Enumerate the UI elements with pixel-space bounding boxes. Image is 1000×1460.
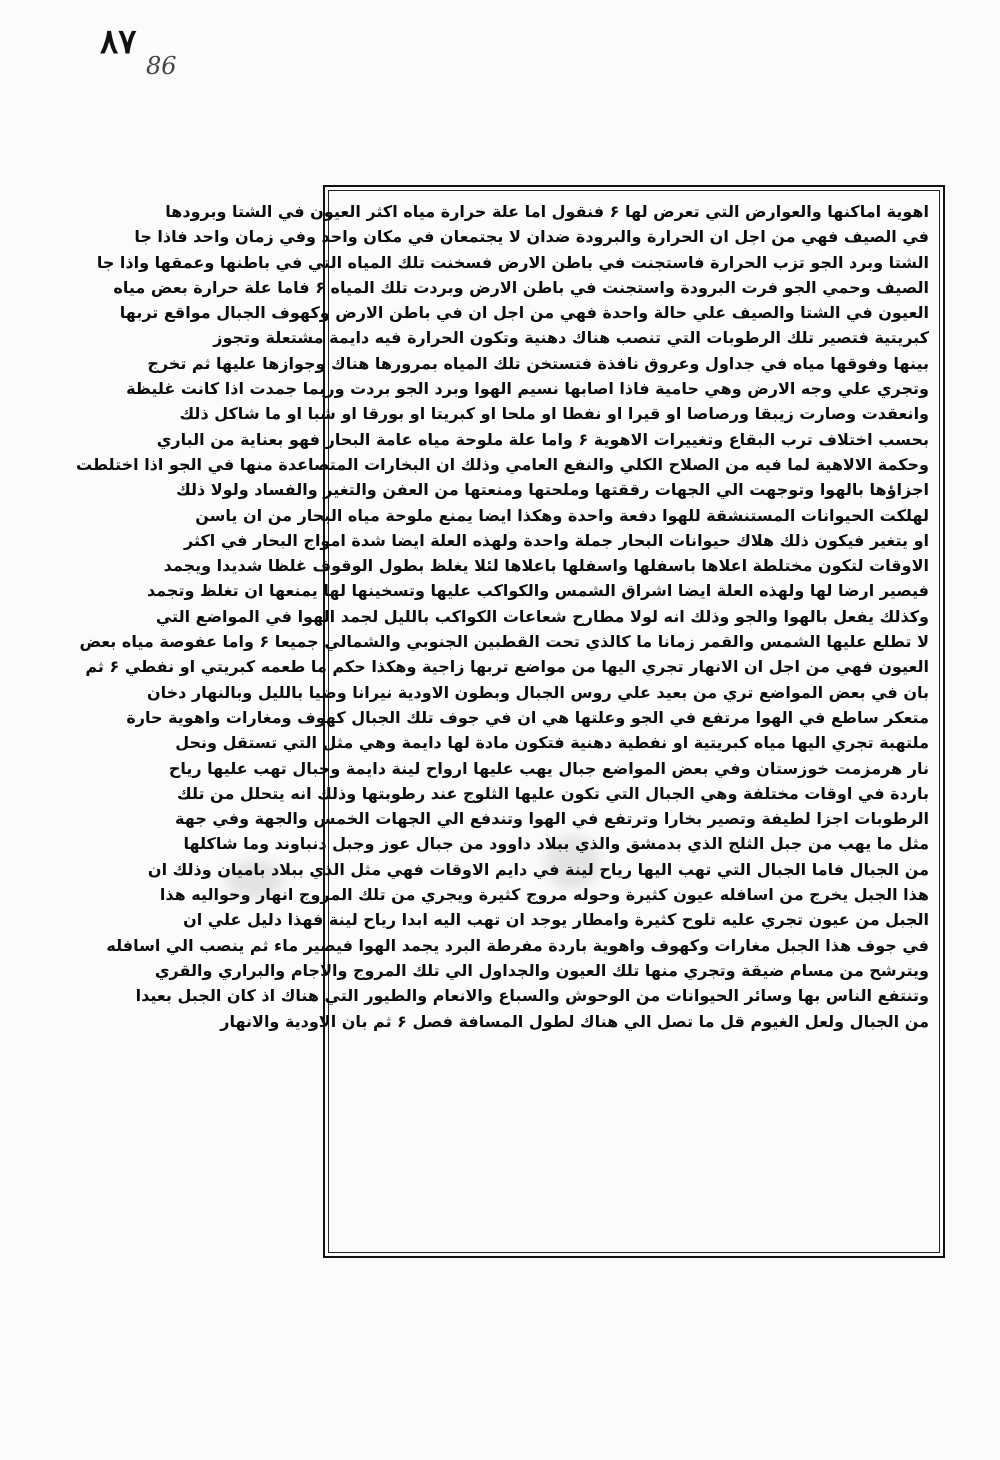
manuscript-line: وتنتفع الناس بها وسائر الحيوانات من الوحوش والسباع والانعام والطيور التي هناك اذ كان الجبل بعيدا bbox=[135, 986, 929, 1006]
text-block bbox=[76, 190, 940, 1253]
manuscript-line: بان في بعض المواضع تري من بعيد علي روس الجبال وبطون الاودية نيرانا وضيا بالليل وبالنهار دخان bbox=[146, 682, 929, 702]
manuscript-line: الجبل من عيون تجري عليه تلوح كثيرة وامطار يوجد ان تهب اليه ابدا رياح لينة فهذا دليل علي ان bbox=[183, 910, 929, 930]
manuscript-line: الرطوبات اجزا لطيفة وتصير بخارا وترتفع في الهوا وتندفع الي الجهات الخمس والجهة وفي جهة bbox=[175, 809, 929, 829]
manuscript-line: فيصير ارضا لها ولهذه العلة ايضا اشراق الشمس والكواكب عليها وتسخينها لها يمنعها ان تغلظ وتجمد bbox=[146, 581, 929, 601]
manuscript-line: الشتا وبرد الجو تزب الحرارة فاستجنت في باطن الارض فسخنت تلك المياه التي في باطنها وعمقها واذا جا bbox=[96, 252, 929, 272]
folio-number-arabic: ٨٧ bbox=[100, 22, 137, 62]
manuscript-line: من الجبال ولعل الغيوم قل ما تصل الي هناك لطول المسافة فصل ۶ ثم بان الاودية والانهار bbox=[220, 1011, 929, 1031]
manuscript-line: العيون في الشتا والصيف علي حالة واحدة فهي من اجل ان في باطن الارض وكهوف الجبال مواقع تربها bbox=[119, 303, 929, 323]
manuscript-line: الاوقات لتكون مختلطة اعلاها باسفلها واسفلها باعلاها لئلا يغلظ بطول الوقوف غلظا شديدا ويجمد bbox=[163, 556, 929, 576]
manuscript-line: في الصيف فهي من اجل ان الحرارة والبرودة ضدان لا يجتمعان في مكان واحد وفي زمان واحد فاذا جا bbox=[134, 227, 929, 247]
manuscript-line: في جوف هذا الجبل مغارات وكهوف واهوية باردة مفرطة البرد يجمد الهوا فيصير ماء ثم ينصب الي اسافله bbox=[106, 935, 929, 955]
manuscript-line: وحكمة الالاهية لما فيه من الصلاح الكلي والنفع العامي وذلك ان البخارات المتصاعدة منها في الجو اذا اختلطت bbox=[76, 454, 929, 474]
manuscript-line: اهوية اماكنها والعوارض التي تعرض لها ۶ فنقول اما علة حرارة مياه اكثر العيون في الشتا وبرودها bbox=[165, 202, 929, 221]
manuscript-line: وتجري علي وجه الارض وهي حامية فاذا اصابها نسيم الهوا وبرد الجو بردت وربما جمدت اذا كانت غليظة bbox=[126, 379, 929, 399]
manuscript-line: متعكر ساطع في الهوا مرتفع في الجو وعلتها هي ان في جوف تلك الجبال كهوف ومغارات واهوية حارة bbox=[126, 707, 929, 727]
manuscript-line: او يتغير فيكون ذلك هلاك حيوانات البحار جملة واحدة ولهذه العلة ايضا شدة امواج البحار في اكثر bbox=[183, 530, 929, 550]
manuscript-line: الصيف وحمي الجو فرت البرودة واستجنت في باطن الارض وبردت تلك المياه ۶ فاما علة حرارة بعض مياه bbox=[113, 277, 929, 297]
manuscript-line: العيون فهي من اجل ان الانهار تجري اليها من مواضع تربها زاجية وهكذا حكم ما طعمه كبريتي او نفطي ۶ ثم bbox=[85, 657, 929, 677]
manuscript-line: لا تطلع عليها الشمس والقمر زمانا ما كالذي تحت القطبين الجنوبي والشمالي جميعا ۶ واما عفوصة مياه بعض bbox=[79, 632, 929, 652]
manuscript-line: ملتهبة تجري اليها مياه كبريتية او نفطية دهنية فتكون مادة لها دايمة وهي مثل التي تستقل ونحل bbox=[175, 733, 929, 753]
manuscript-line: لهلكت الحيوانات المستنشقة للهوا دفعة واحدة وهكذا ايضا يمنع ملوحة مياه البحار من ان ياسن bbox=[195, 505, 929, 525]
manuscript-line: باردة في اوقات مختلفة وهي الجبال التي تكون عليها الثلوج عند رطوبتها وذلك انه يتحلل من تلك bbox=[177, 783, 929, 803]
manuscript-line: ويترشح من مسام ضيقة وتجري منها تلك العيون والجداول الي تلك المروج والاجام والبراري والقري bbox=[154, 960, 929, 980]
folio-number-pencil: 86 bbox=[146, 52, 177, 80]
manuscript-line: كبريتية فتصير تلك الرطوبات التي تنصب هناك دهنية وتكون الحرارة فيه دايمة مشتعلة وتجوز bbox=[213, 328, 929, 348]
manuscript-line: وكذلك يفعل بالهوا والجو وذلك انه لولا مطارح شعاعات الكواكب بالليل لجمد الهوا في المواضع التي bbox=[155, 606, 929, 626]
manuscript-line: وانعقدت وصارت زيبقا ورصاصا او قيرا او نفطا او ملحا او كبريتا او بورقا او شبا او ما شاكل ذلك bbox=[179, 404, 929, 424]
manuscript-line: من الجبال فاما الجبال التي تهب اليها رياح لينة في دايم الاوقات فهي مثل الذي ببلاد باميان وذلك ان bbox=[147, 859, 929, 879]
manuscript-line: هذا الجبل يخرج من اسافله عيون كثيرة وحوله مروج كثيرة ويجري من تلك المروج انهار وحواليه هذا bbox=[159, 885, 929, 905]
manuscript-line: بينها وفوقها مياه في جداول وعروق نافذة فتستخن تلك المياه بمرورها هناك وجوازها عليها ثم تخرج bbox=[147, 353, 929, 373]
manuscript-line: مثل ما يهب من جبل الثلج الذي بدمشق والذي ببلاد داوود من جبال عوز وجبل دنباوند وما شاكلها bbox=[183, 834, 929, 854]
manuscript-line: نار هرمزمت خوزستان وفي بعض المواضع جبال يهب عليها ارواح لينة دايمة وجبال تهب عليها رياح bbox=[168, 758, 929, 778]
manuscript-line: اجزاؤها بالهوا وتوجهت الي الجهات رققتها وملحتها ومنعتها من العفن والتغير والفساد ولولا ذلك bbox=[176, 480, 929, 500]
manuscript-line: بحسب اختلاف ترب البقاع وتغييرات الاهوية ۶ واما علة ملوحة مياه عامة البحار فهو بعناية من الباري bbox=[156, 429, 929, 449]
